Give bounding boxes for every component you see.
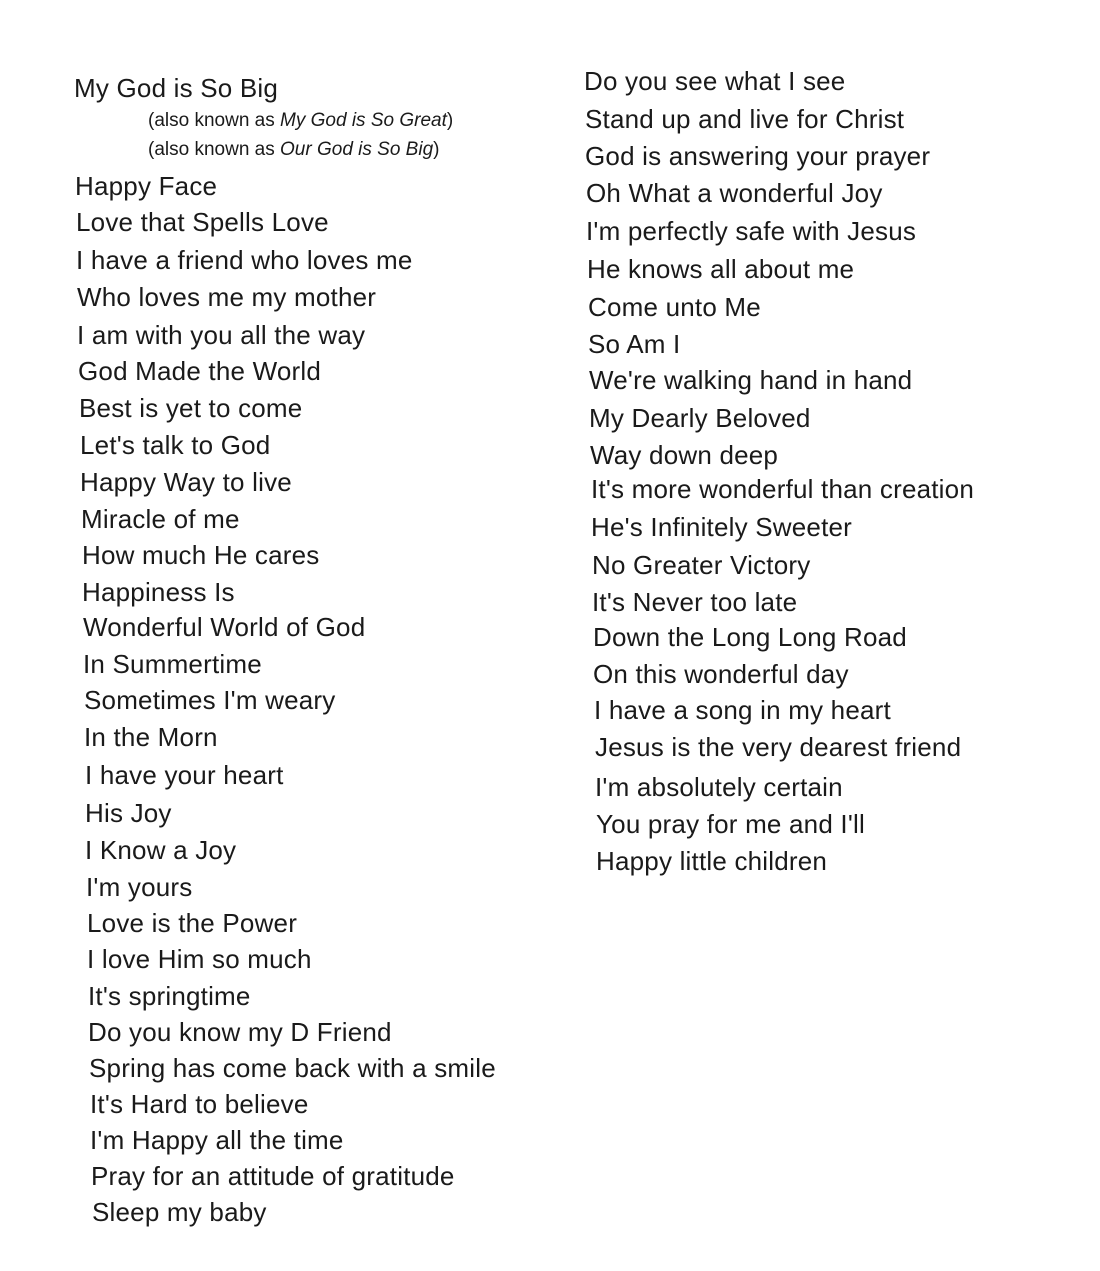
song-title: Miracle of me xyxy=(81,504,240,534)
alternate-title: My God is So Great xyxy=(280,110,447,131)
song-title: It's more wonderful than creation xyxy=(591,474,974,504)
song-title: I have your heart xyxy=(85,760,284,790)
song-title: Happy Way to live xyxy=(80,467,292,497)
song-title: Way down deep xyxy=(590,440,779,470)
song-title: How much He cares xyxy=(82,540,320,570)
song-title: I have a friend who loves me xyxy=(76,245,413,275)
song-title: Pray for an attitude of gratitude xyxy=(91,1161,455,1191)
song-title: Happy Face xyxy=(75,171,218,201)
song-title: Happiness Is xyxy=(82,577,235,607)
song-title: We're walking hand in hand xyxy=(589,365,913,395)
song-title: God is answering your prayer xyxy=(585,141,931,171)
song-title: I'm yours xyxy=(86,872,193,902)
song-title: Let's talk to God xyxy=(80,430,271,460)
song-title: God Made the World xyxy=(78,356,322,386)
song-title: His Joy xyxy=(85,798,172,828)
song-title: Happy little children xyxy=(596,846,828,876)
song-title: Who loves me my mother xyxy=(77,282,377,312)
song-title: Spring has come back with a smile xyxy=(89,1053,496,1083)
song-title: In the Morn xyxy=(84,722,218,752)
song-title: I'm perfectly safe with Jesus xyxy=(586,216,917,246)
song-title: On this wonderful day xyxy=(593,659,849,689)
song-title: Sleep my baby xyxy=(92,1197,267,1227)
song-title: You pray for me and I'll xyxy=(596,809,865,839)
song-title: My Dearly Beloved xyxy=(589,403,811,433)
song-title: Best is yet to come xyxy=(79,393,303,423)
song-title: I'm absolutely certain xyxy=(595,772,843,802)
song-title: In Summertime xyxy=(83,649,262,679)
song-title: Stand up and live for Christ xyxy=(585,104,905,134)
song-title: I am with you all the way xyxy=(77,320,366,350)
song-title: Do you know my D Friend xyxy=(88,1017,392,1047)
song-title: Wonderful World of God xyxy=(83,612,366,642)
song-title: I have a song in my heart xyxy=(594,695,891,725)
song-title: It's Hard to believe xyxy=(90,1089,309,1119)
song-title: My God is So Big xyxy=(74,73,279,103)
song-title: Oh What a wonderful Joy xyxy=(586,178,883,208)
song-title: He knows all about me xyxy=(587,254,855,284)
song-title: Love is the Power xyxy=(87,908,298,938)
song-title: Love that Spells Love xyxy=(76,207,329,237)
song-title: Down the Long Long Road xyxy=(593,622,907,652)
song-title: Sometimes I'm weary xyxy=(84,685,336,715)
song-title: He's Infinitely Sweeter xyxy=(591,512,853,542)
song-title: Jesus is the very dearest friend xyxy=(595,732,962,762)
song-title: I love Him so much xyxy=(87,944,312,974)
alternate-title: Our God is So Big xyxy=(280,139,434,160)
alternate-title-note: (also known as My God is So Great) xyxy=(148,110,454,131)
song-title: It's springtime xyxy=(88,981,251,1011)
alternate-title-note: (also known as Our God is So Big) xyxy=(148,139,440,160)
song-title: It's Never too late xyxy=(592,587,798,617)
song-title: Come unto Me xyxy=(588,292,761,322)
song-title: I Know a Joy xyxy=(85,835,237,865)
song-title: No Greater Victory xyxy=(592,550,811,580)
song-title: So Am I xyxy=(588,329,681,359)
song-title: Do you see what I see xyxy=(584,66,846,96)
song-title: I'm Happy all the time xyxy=(90,1125,344,1155)
